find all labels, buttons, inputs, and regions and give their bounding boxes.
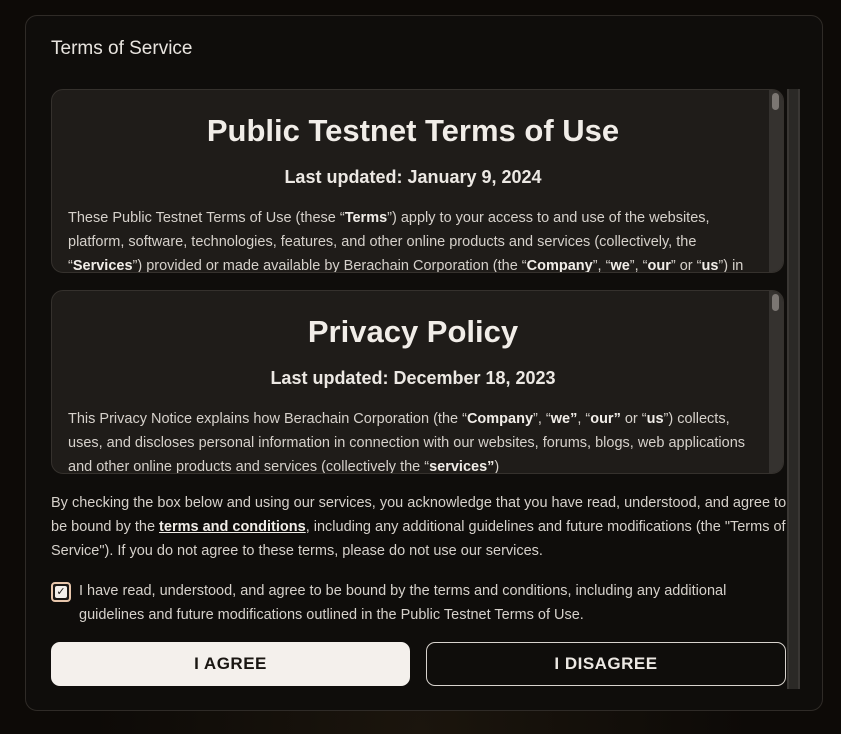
- privacy-document-panel[interactable]: [51, 290, 784, 474]
- consent-checkbox[interactable]: [51, 582, 71, 602]
- disagree-button[interactable]: I DISAGREE: [426, 642, 786, 686]
- privacy-paragraph: This Privacy Notice explains how Berachain Corporation (the “Company”, “we”, “our” or “us”) collects, uses, and discloses personal information in connection with our websites, forums, blogs, web applications and other online products and services (collectively the “services”): [68, 411, 746, 474]
- terms-scrollbar-thumb[interactable]: [772, 93, 779, 110]
- privacy-last-updated: Last updated: December 18, 2023: [270, 368, 556, 388]
- terms-scrollbar[interactable]: [769, 90, 783, 273]
- terms-heading: Public Testnet Terms of Use: [206, 113, 620, 148]
- consent-label[interactable]: I have read, understood, and agree to be bound by the terms and conditions, including any additional guidelines and future modifications outlined in the Public Testnet Terms of Use.: [79, 583, 727, 623]
- acknowledgement-text: By checking the box below and using our services, you acknowledge that you have read, understood, and agree to be bound by the terms and conditions, including any additional guidelines and future modifications (the "Terms of Service"). If you do not agree to these terms, please do not use our services.: [51, 495, 787, 559]
- privacy-scrollbar-thumb[interactable]: [772, 294, 779, 311]
- terms-document-content: [68, 90, 758, 273]
- modal-scrollbar-thumb[interactable]: [789, 89, 798, 689]
- privacy-heading: Privacy Policy: [307, 314, 519, 349]
- checkmark-icon: ✓: [56, 586, 66, 598]
- terms-last-updated: Last updated: January 9, 2024: [284, 167, 542, 187]
- terms-document-panel[interactable]: [51, 89, 784, 273]
- privacy-scrollbar[interactable]: [769, 291, 783, 474]
- terms-paragraph: These Public Testnet Terms of Use (these “Terms”) apply to your access to and use of the websites, platform, software, technologies, features, and other online products and services (collectively, the “Services”) provided or made available by Berachain Corporation (the “Company”, “we”, “our” or “us”) in: [68, 210, 744, 273]
- terms-and-conditions-link[interactable]: terms and conditions: [159, 519, 306, 535]
- agree-button[interactable]: I AGREE: [51, 642, 410, 686]
- modal-title: Terms of Service: [51, 38, 193, 59]
- privacy-document-content: [68, 291, 758, 474]
- modal-scrollbar[interactable]: [787, 89, 800, 689]
- modal-scroll-body: [26, 16, 822, 710]
- terms-modal: [25, 15, 823, 711]
